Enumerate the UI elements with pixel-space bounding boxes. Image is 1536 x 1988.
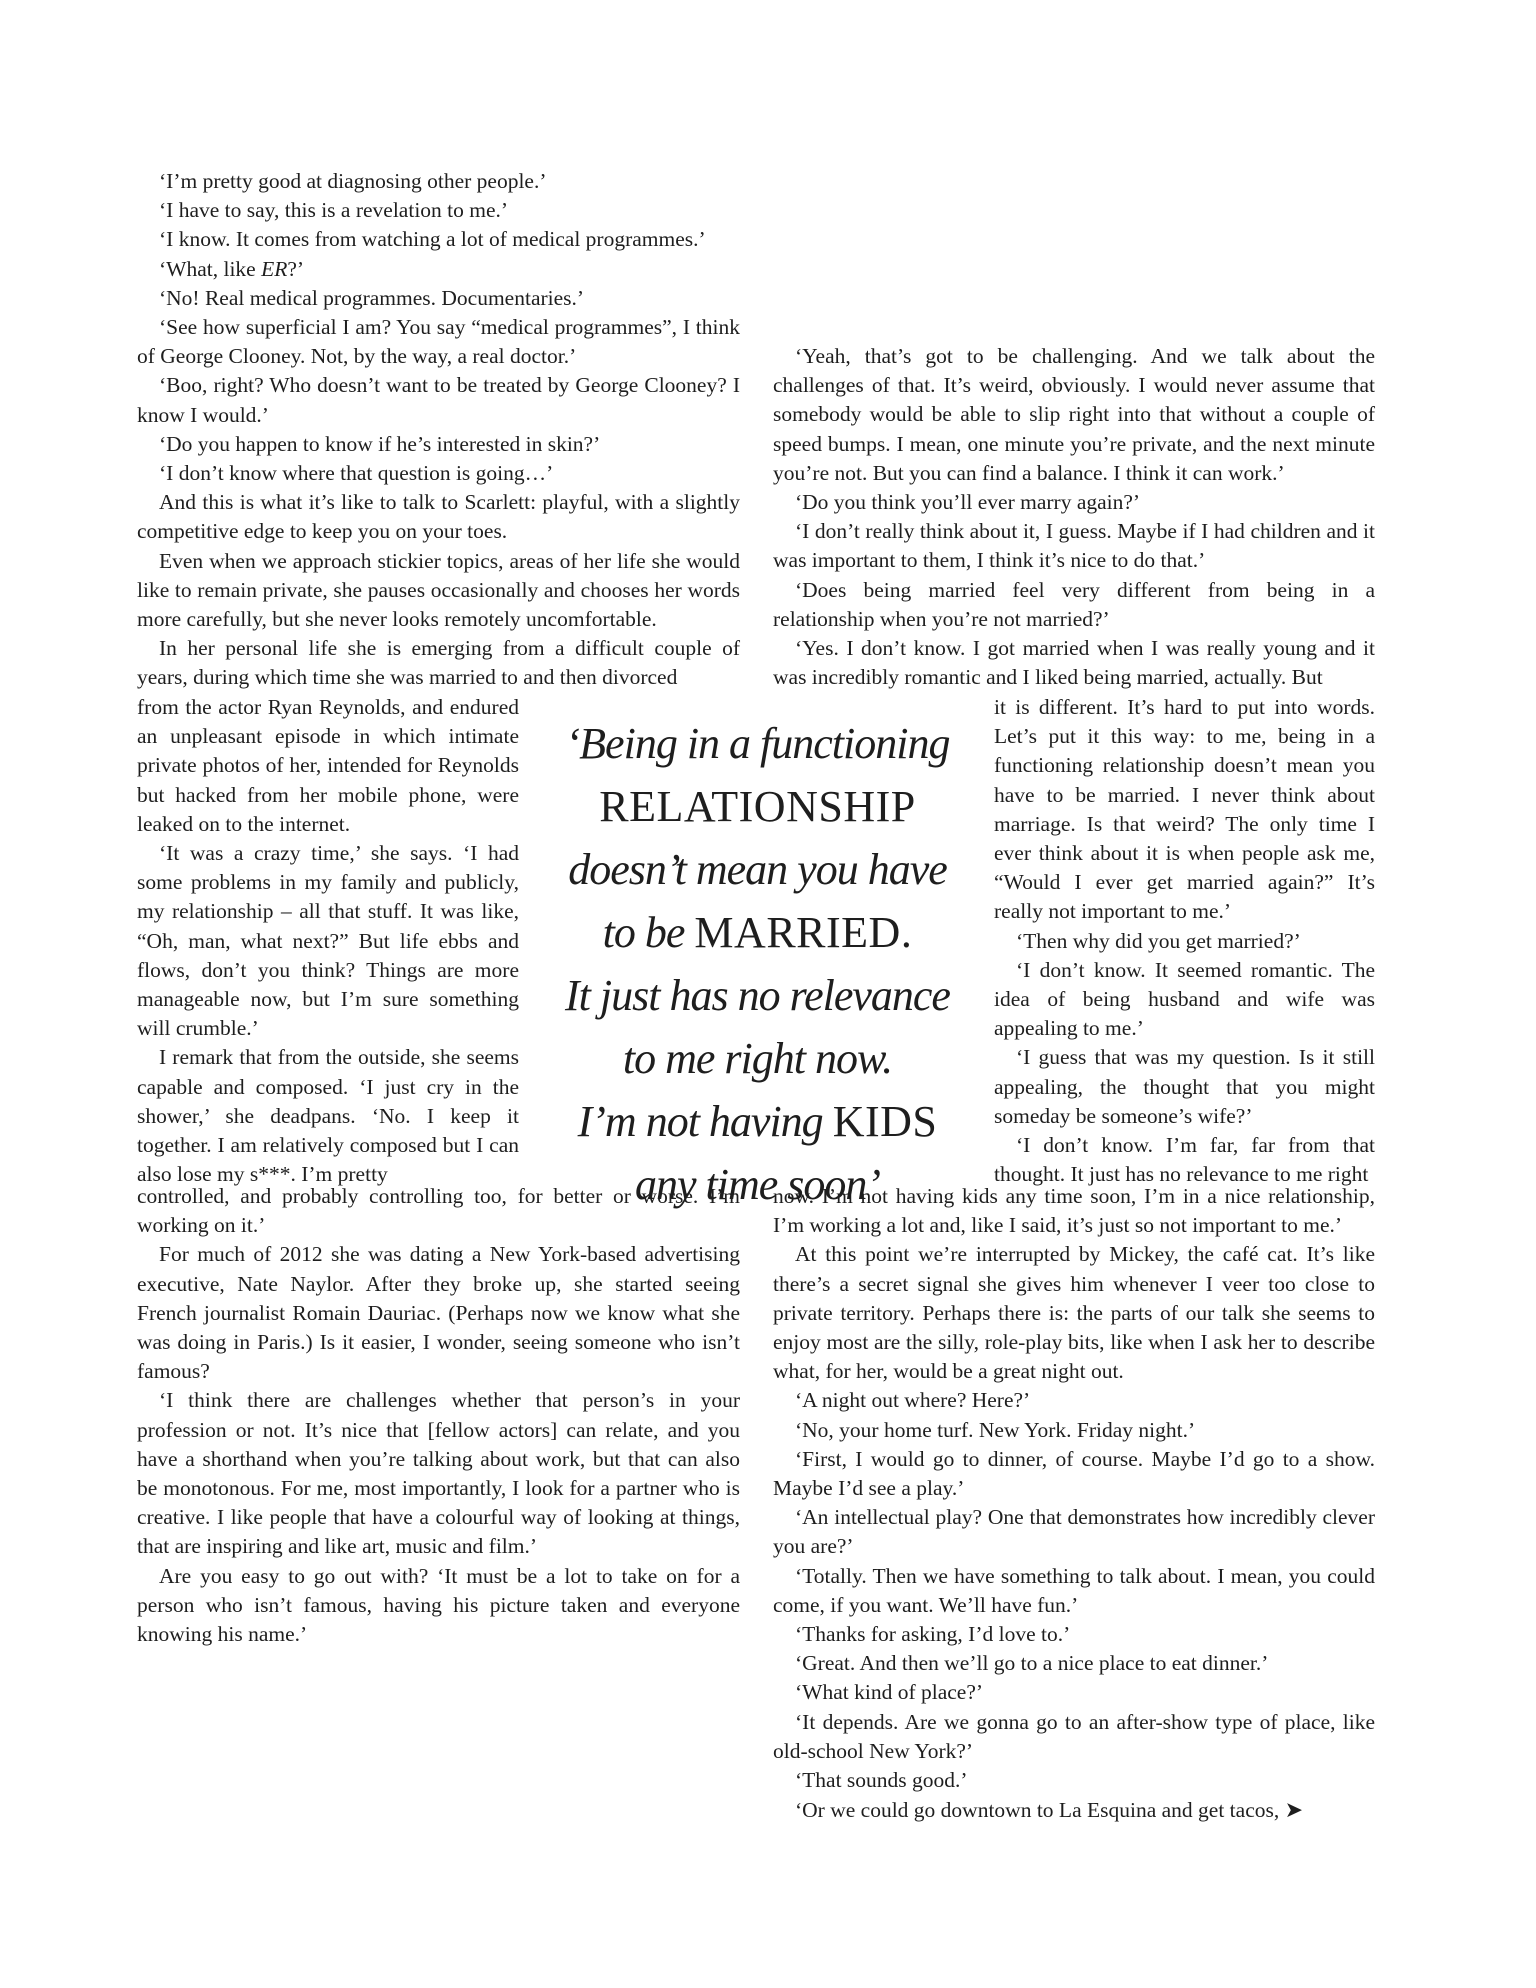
paragraph: ‘Do you happen to know if he’s interested in skin?’ (159, 431, 601, 456)
paragraph: Even when we approach stickier topics, areas of her life she would like to remain private, she pauses occasionally and chooses her words more carefully, but she never looks remotely uncomfortable. (137, 548, 740, 632)
paragraph: ‘First, I would go to dinner, of course. Maybe I’d go to a show. Maybe I’d see a play.’ (773, 1446, 1375, 1501)
continue-arrow-icon: ➤ (1284, 1797, 1304, 1823)
paragraph: And this is what it’s like to talk to Scarlett: playful, with a slightly competitive edge to keep you on your toes. (137, 490, 740, 544)
paragraph (137, 255, 740, 284)
pull-quote-line: any time soon’ (634, 1160, 881, 1209)
paragraph: ‘Great. And then we’ll go to a nice place to eat dinner.’ (795, 1651, 1269, 1676)
paragraph: I remark that from the outside, she seems capable and composed. ‘I just cry in the shower,’ she deadpans. ‘No. I keep it together. I am relatively composed but I can also lose my s***. I’m pretty (137, 1045, 519, 1187)
paragraph: ‘Totally. Then we have something to talk about. I mean, you could come, if you want. We’ll have fun.’ (773, 1563, 1375, 1617)
pull-quote-fragment: MARRIED. (694, 908, 913, 957)
paragraph: ‘Yeah, that’s got to be challenging. And we talk about the challenges of that. It’s weird, obviously. I would never assume that somebody would be able to slip right into that without a couple of speed bumps. I mean, one minute you’re private, and the next minute you’re not. But you can find a balance. I think it can work.’ (773, 344, 1375, 485)
paragraph-last-text: ‘Or we could go downtown to La Esquina and get tacos, (795, 1798, 1280, 1823)
pull-quote-line: RELATIONSHIP (599, 782, 916, 831)
pull-quote-fragment: I’m not having (577, 1097, 833, 1146)
paragraph: In her personal life she is emerging from a difficult couple of years, during which time she was married to and then divorced (137, 636, 740, 690)
paragraph: now. I’m not having kids any time soon, I’m in a nice relationship, I’m working a lot and, like I said, it’s just so not important to me.’ (773, 1184, 1375, 1238)
paragraph: ‘I don’t know. It seemed romantic. The idea of being husband and wife was appealing to me.’ (994, 957, 1375, 1041)
paragraph: ‘Yes. I don’t know. I got married when I was really young and it was incredibly romantic and I liked being married, actually. But (773, 636, 1375, 690)
paragraph: controlled, and probably controlling too, for better or worse. I’m working on it.’ (137, 1184, 740, 1238)
paragraph: ‘It depends. Are we gonna go to an after-show type of place, like old-school New York?’ (773, 1709, 1375, 1763)
paragraph: ‘Does being married feel very different from being in a relationship when you’re not married?’ (773, 577, 1375, 631)
paragraph: For much of 2012 she was dating a New York-based advertising executive, Nate Naylor. After they broke up, she started seeing French journalist Romain Dauriac. (Perhaps now we know what she was doing in Paris.) Is it easier, I wonder, seeing someone who isn’t famous? (137, 1242, 740, 1384)
paragraph: ‘I think there are challenges whether that person’s in your profession or not. It’s nice that [fellow actors] can relate, and you have a shorthand when you’re talking about work, but that can also be monotonous. For me, most importantly, I look for a partner who is creative. I like people that have a colourful way of looking at things, that are inspiring and like art, music and film.’ (137, 1388, 740, 1559)
pull-quote-line: doesn’t mean you have (568, 845, 947, 894)
pull-quote-line (535, 901, 980, 964)
paragraph: ‘No! Real medical programmes. Documentaries.’ (159, 285, 585, 310)
paragraph: ‘I have to say, this is a revelation to me.’ (159, 198, 509, 223)
column-left-bottom (137, 1182, 740, 1649)
er-line-post: ?’ (287, 256, 305, 281)
paragraph: ‘Then why did you get married?’ (1016, 928, 1301, 953)
paragraph: ‘I don’t really think about it, I guess. Maybe if I had children and it was important to them, I think it’s nice to do that.’ (773, 519, 1375, 573)
paragraph: ‘No, your home turf. New York. Friday night.’ (795, 1417, 1196, 1442)
column-right-bottom (773, 1182, 1375, 1825)
column-right-top (773, 342, 1375, 692)
paragraph-last (773, 1795, 1375, 1825)
paragraph: it is different. It’s hard to put into words. Let’s put it this way: to me, being in a functioning relationship doesn’t mean you have to be married. I never think about marriage. Is that weird? The only time I ever think about it is when people ask me, “Would I ever get married again?” It’s really not important to me.’ (994, 695, 1375, 924)
paragraph: ‘Do you think you’ll ever marry again?’ (795, 490, 1141, 515)
column-left-top (137, 167, 740, 693)
paragraph: ‘I know. It comes from watching a lot of medical programmes.’ (159, 227, 706, 252)
pull-quote-line: ‘Being in a functioning (565, 719, 950, 768)
pull-quote-line: It just has no relevance (565, 971, 950, 1020)
paragraph: ‘I guess that was my question. Is it still appealing, the thought that you might someday be someone’s wife?’ (994, 1045, 1375, 1128)
paragraph: Are you easy to go out with? ‘It must be a lot to take on for a person who isn’t famous, having his picture taken and everyone knowing his name.’ (137, 1563, 740, 1647)
paragraph: ‘See how superficial I am? You say “medical programmes”, I think of George Clooney. Not, by the way, a real doctor.’ (137, 315, 740, 369)
pull-quote-fragment: KIDS (832, 1097, 938, 1146)
paragraph: ‘An intellectual play? One that demonstrates how incredibly clever you are?’ (773, 1505, 1375, 1559)
paragraph: ‘That sounds good.’ (795, 1768, 968, 1793)
paragraph: from the actor Ryan Reynolds, and endured an unpleasant episode in which intimate private photos of her, intended for Reynolds but hacked from her mobile phone, were leaked on to the internet. (137, 695, 519, 836)
paragraph: ‘Thanks for asking, I’d love to.’ (795, 1622, 1071, 1647)
column-left-middle (137, 693, 519, 1189)
er-line-pre: ‘What, like (159, 256, 262, 281)
paragraph: ‘I don’t know where that question is going…’ (159, 461, 554, 486)
paragraph: ‘Boo, right? Who doesn’t want to be treated by George Clooney? I know I would.’ (137, 373, 740, 427)
paragraph: ‘It was a crazy time,’ she says. ‘I had some problems in my family and publicly, my relationship – all that stuff. It was like, “Oh, man, what next?” But life ebbs and flows, don’t you think? Things are more manageable now, but I’m sure something will crumble.’ (137, 841, 519, 1041)
paragraph: ‘What kind of place?’ (795, 1680, 984, 1705)
paragraph: ‘I’m pretty good at diagnosing other people.’ (159, 169, 547, 193)
paragraph: ‘A night out where? Here?’ (795, 1388, 1031, 1413)
column-right-middle (994, 693, 1375, 1189)
er-line-title: ER (261, 256, 288, 281)
paragraph: At this point we’re interrupted by Mickey, the café cat. It’s like there’s a secret signal she gives him whenever I veer too close to private territory. Perhaps there is: the parts of our talk she seems to enjoy most are the silly, role-play bits, like when I ask her to describe what, for her, would be a great night out. (773, 1242, 1375, 1384)
pull-quote-line (535, 1090, 980, 1153)
pull-quote (535, 712, 980, 1216)
paragraph: ‘I don’t know. I’m far, far from that thought. It just has no relevance to me right (994, 1133, 1375, 1187)
pull-quote-line: to me right now. (622, 1034, 893, 1083)
pull-quote-fragment: to be (602, 908, 695, 957)
